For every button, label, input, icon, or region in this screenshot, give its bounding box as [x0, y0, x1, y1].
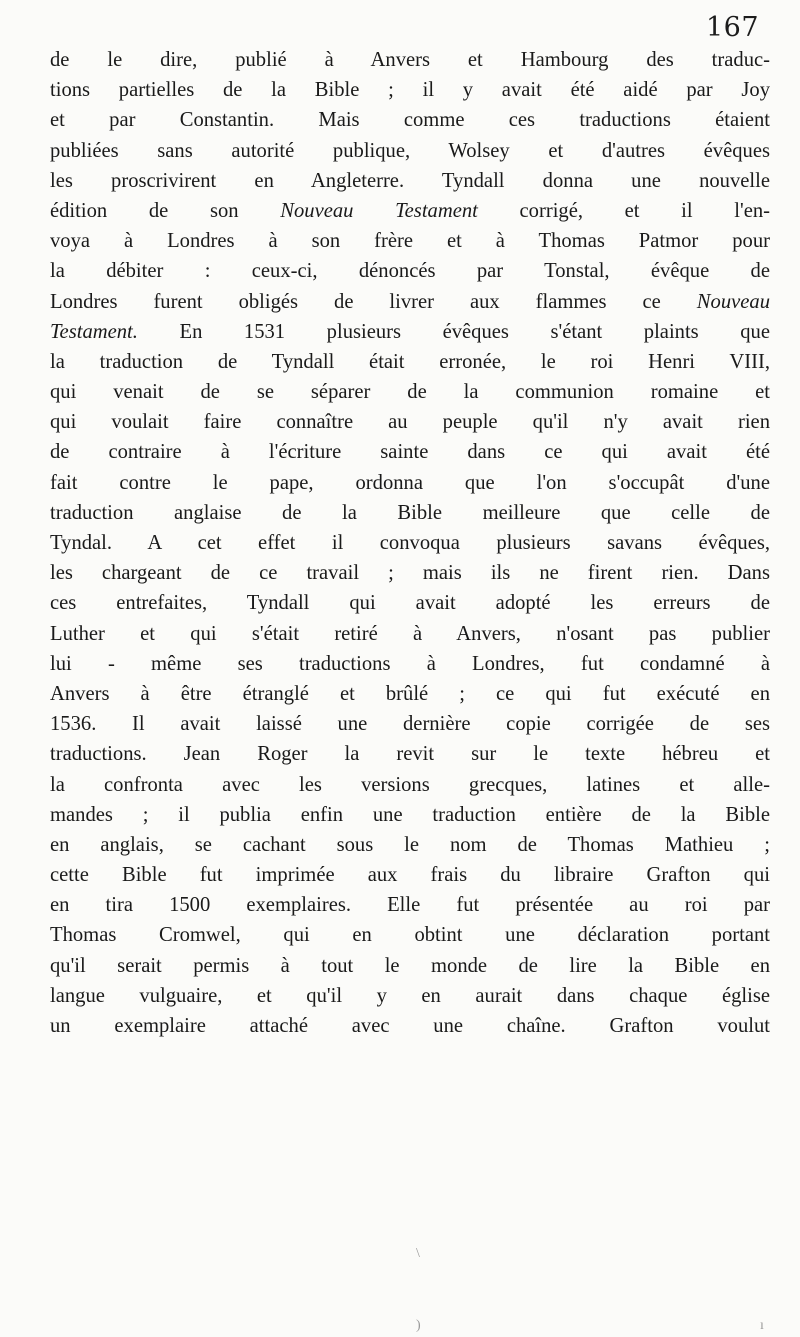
text-segment: lui - même ses traductions à Londres, fut condamné à: [50, 652, 770, 675]
text-segment: publiées sans autorité publique, Wolsey et d'autres évêques: [50, 139, 770, 162]
text-segment: qui voulait faire connaître au peuple qu'il n'y avait rien: [50, 411, 770, 434]
text-line: [50, 709, 770, 739]
text-segment: en tira 1500 exemplaires. Elle fut présentée au roi par: [50, 894, 770, 917]
text-line: [50, 588, 770, 618]
text-segment: Luther et qui s'était retiré à Anvers, n'osant pas publier: [50, 622, 770, 645]
text-segment: En 1531 plusieurs évêques s'étant plaints que: [137, 320, 770, 343]
text-segment: de contraire à l'écriture sainte dans ce qui avait été: [50, 441, 770, 464]
body-text: [50, 45, 770, 1041]
text-segment: cette Bible fut imprimée aux frais du libraire Grafton qui: [50, 864, 770, 887]
text-segment: la débiter : ceux-ci, dénoncés par Tonstal, évêque de: [50, 260, 770, 283]
italic-title: Testament.: [50, 320, 138, 343]
text-line: [50, 770, 770, 800]
text-line: [50, 437, 770, 467]
text-line: [50, 347, 770, 377]
text-segment: et par Constantin. Mais comme ces traductions étaient: [50, 109, 770, 132]
text-segment: corrigé, et il l'en-: [477, 199, 771, 222]
text-segment: édition de son: [50, 199, 281, 222]
text-line: [50, 75, 770, 105]
text-line: [50, 951, 770, 981]
text-segment: la confronta avec les versions grecques, latines et alle-: [50, 773, 770, 796]
text-line: [50, 45, 770, 75]
text-line: [50, 1011, 770, 1041]
text-line: [50, 860, 770, 890]
text-segment: mandes ; il publia enfin une traduction entière de la Bible: [50, 803, 770, 826]
text-segment: qui venait de se séparer de la communion romaine et: [50, 381, 770, 404]
text-segment: traduction anglaise de la Bible meilleure que celle de: [50, 501, 770, 524]
text-line: [50, 830, 770, 860]
text-line: [50, 528, 770, 558]
text-line: [50, 468, 770, 498]
text-segment: Thomas Cromwel, qui en obtint une déclaration portant: [50, 924, 770, 947]
text-line: [50, 196, 770, 226]
text-line: [50, 226, 770, 256]
text-line: [50, 619, 770, 649]
text-line: [50, 981, 770, 1011]
text-segment: un exemplaire attaché avec une chaîne. Grafton voulut: [50, 1015, 770, 1037]
text-segment: Tyndal. A cet effet il convoqua plusieurs savans évêques,: [50, 532, 770, 554]
text-line: [50, 377, 770, 407]
text-segment: de le dire, publié à Anvers et Hambourg des traduc-: [50, 49, 770, 71]
text-line: [50, 679, 770, 709]
text-line: [50, 920, 770, 950]
text-line: [50, 649, 770, 679]
text-segment: qu'il serait permis à tout le monde de lire la Bible en: [50, 954, 770, 977]
text-line: [50, 739, 770, 769]
text-line: [50, 317, 770, 347]
text-segment: les proscrivirent en Angleterre. Tyndall donna une nouvelle: [50, 169, 770, 192]
ink-speck: ı: [760, 1318, 764, 1333]
ink-speck: \: [416, 1246, 420, 1261]
text-line: [50, 890, 770, 920]
text-segment: 1536. Il avait laissé une dernière copie corrigée de ses: [50, 713, 770, 736]
text-segment: langue vulguaire, et qu'il y en aurait dans chaque église: [50, 984, 770, 1007]
text-segment: la traduction de Tyndall était erronée, le roi Henri VIII,: [50, 350, 770, 373]
text-segment: en anglais, se cachant sous le nom de Thomas Mathieu ;: [50, 833, 770, 856]
text-line: [50, 558, 770, 588]
text-segment: tions partielles de la Bible ; il y avait été aidé par Joy: [50, 79, 770, 102]
text-line: [50, 166, 770, 196]
text-segment: voya à Londres à son frère et à Thomas Patmor pour: [50, 230, 770, 253]
text-line: [50, 800, 770, 830]
text-line: [50, 256, 770, 286]
text-segment: les chargeant de ce travail ; mais ils ne firent rien. Dans: [50, 562, 770, 585]
text-segment: fait contre le pape, ordonna que l'on s'occupât d'une: [50, 471, 770, 494]
text-segment: traductions. Jean Roger la revit sur le texte hébreu et: [50, 743, 770, 766]
text-segment: ces entrefaites, Tyndall qui avait adopté les erreurs de: [50, 592, 770, 615]
page-number: 167: [706, 12, 760, 43]
text-line: [50, 287, 770, 317]
ink-speck: ): [416, 1318, 421, 1333]
italic-title: Nouveau: [696, 290, 770, 313]
text-segment: Londres furent obligés de livrer aux flammes ce: [50, 290, 697, 313]
text-segment: Anvers à être étranglé et brûlé ; ce qui fut exécuté en: [50, 682, 770, 705]
text-line: [50, 498, 770, 528]
italic-title: Nouveau Testament: [280, 199, 478, 222]
text-line: [50, 136, 770, 166]
text-line: [50, 407, 770, 437]
text-line: [50, 105, 770, 135]
